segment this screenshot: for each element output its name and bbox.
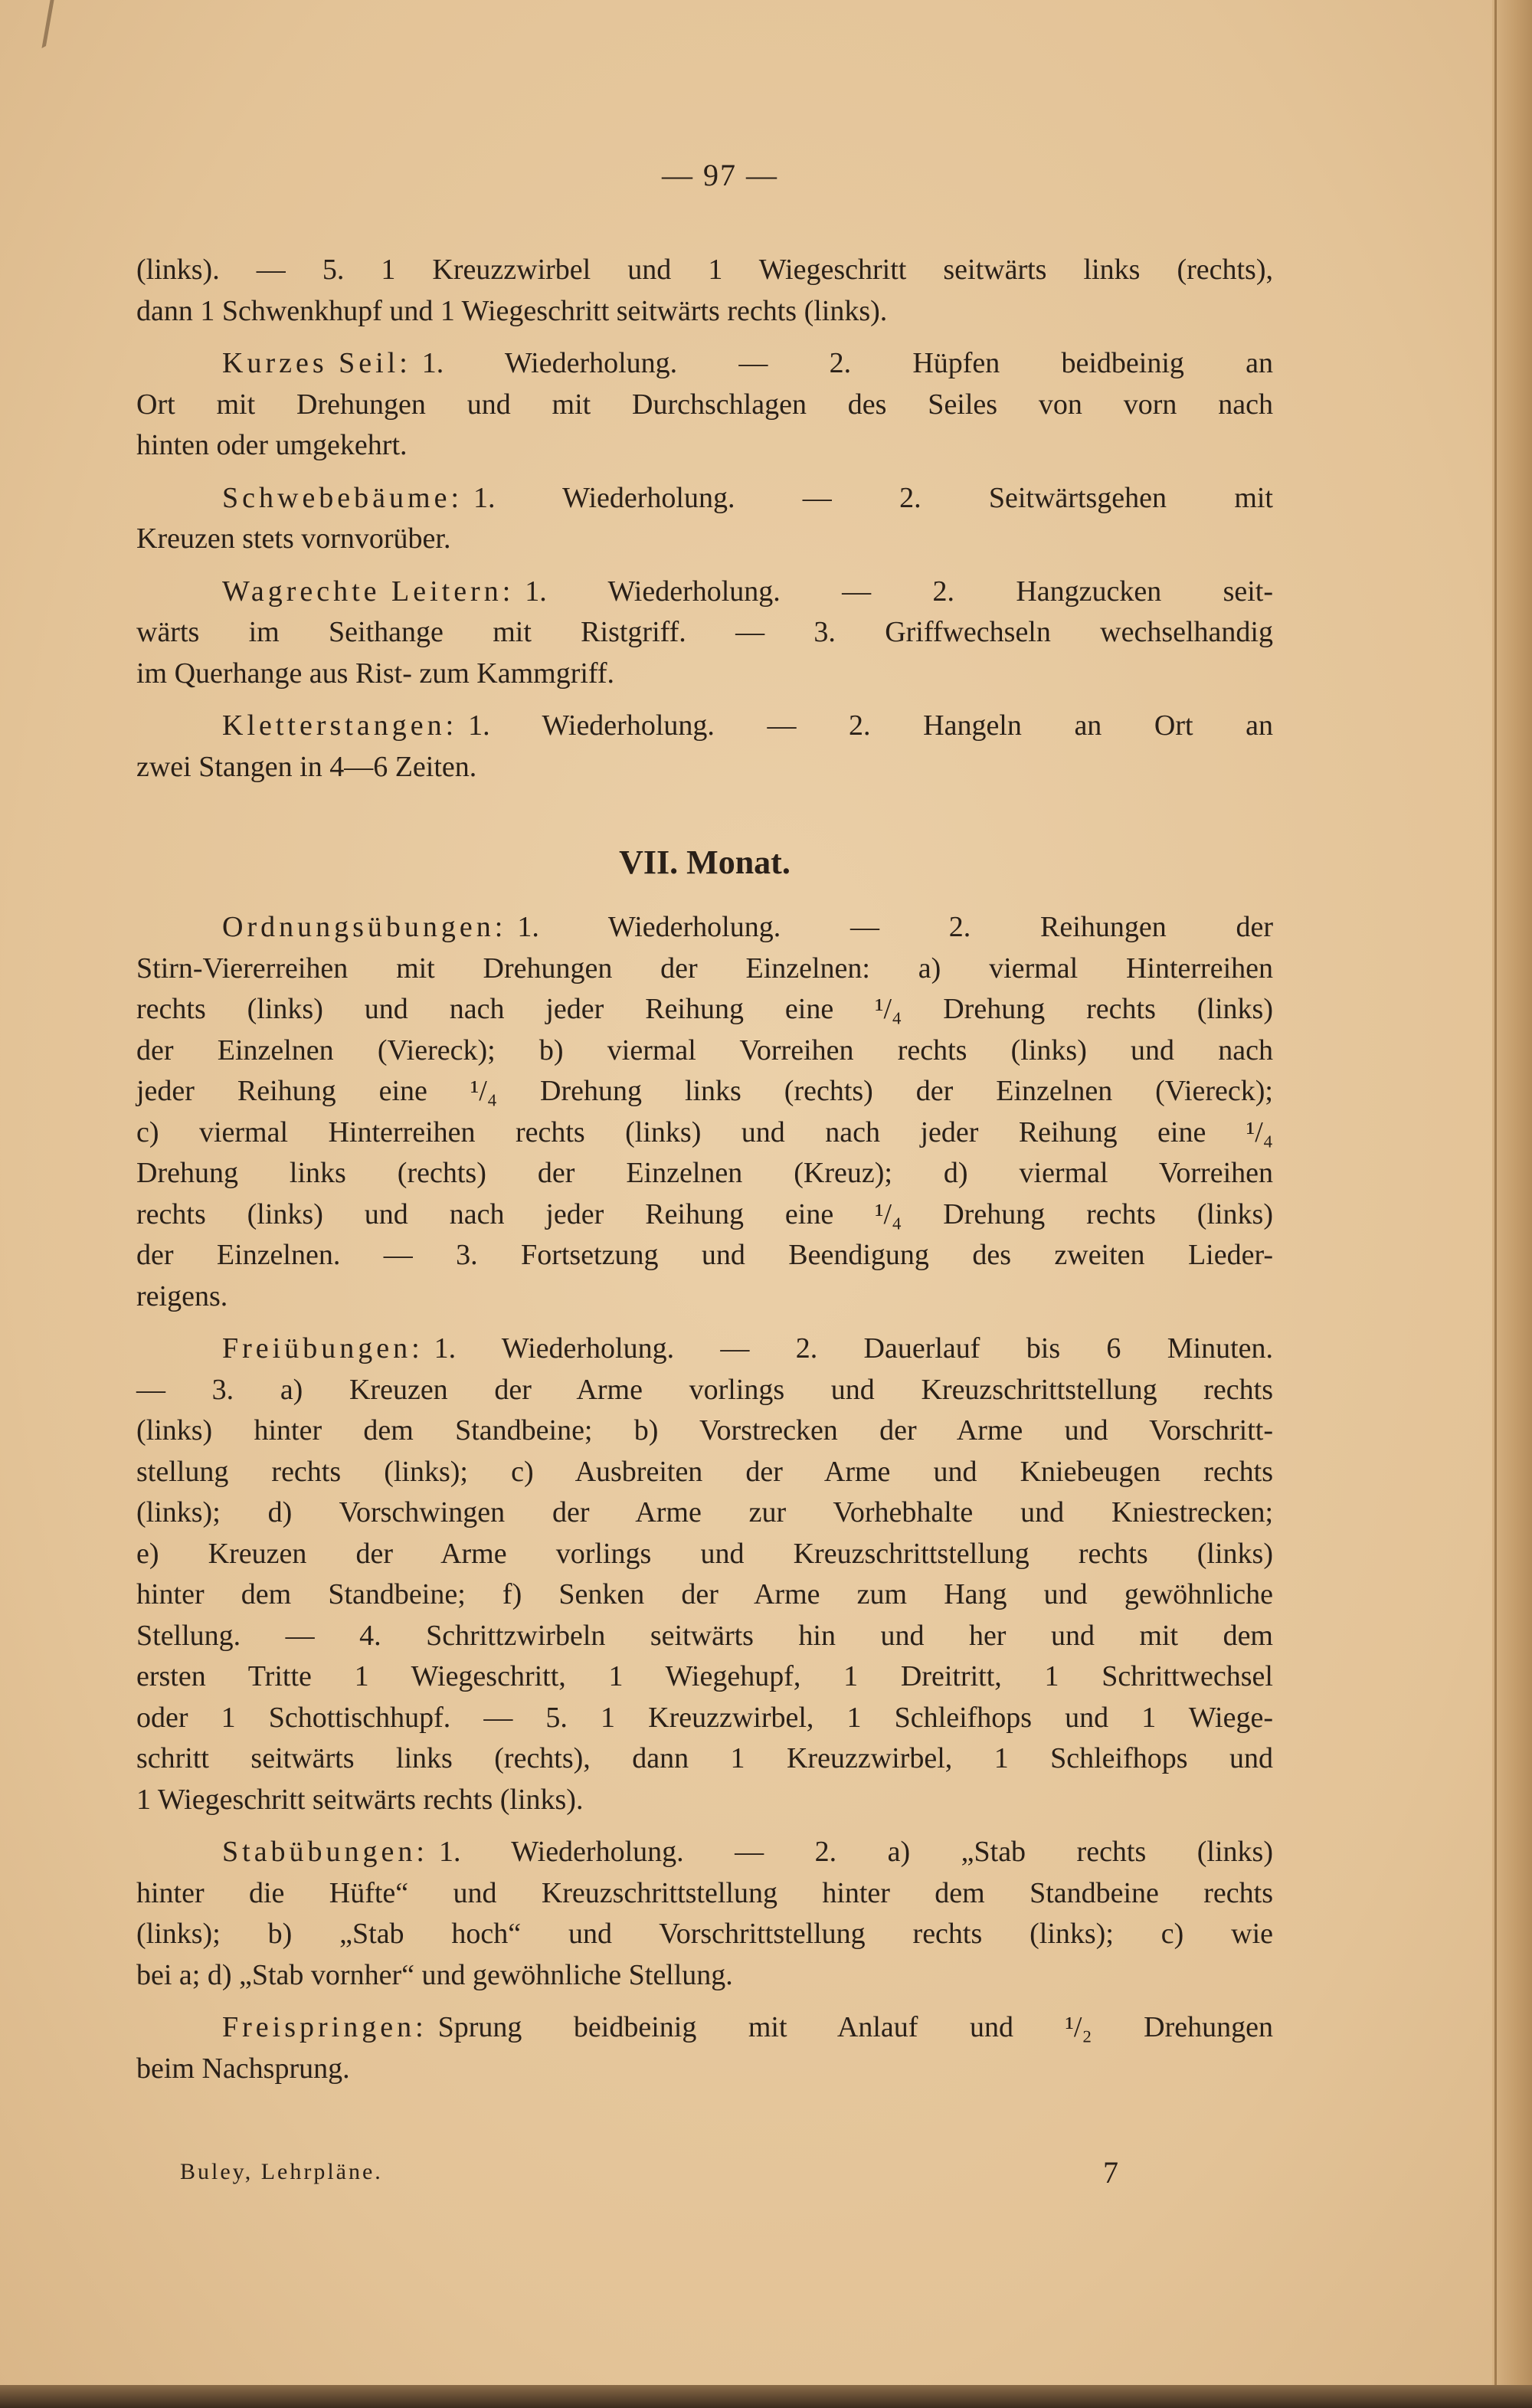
footer-signature: Buley, Lehrpläne. — [180, 2159, 383, 2184]
text-line — [136, 1370, 1273, 1411]
line-text: stellung rechts (links); c) Ausbreiten der Arme und Kniebeugen rechts — [136, 1455, 1273, 1488]
line-text: Drehung links (rechts) der Einzelnen (Kreuz); d) viermal Vorreihen — [136, 1157, 1273, 1189]
paragraph — [136, 2007, 1273, 2089]
section-title: VII. Monat. — [619, 844, 791, 881]
text-line — [136, 1112, 1273, 1154]
text-line — [136, 1328, 1273, 1370]
paragraph-heading: Schwebebäume: — [222, 481, 463, 514]
line-text: rechts (links) und nach jeder Reihung eine ¹/₄ Drehung rechts (links) — [136, 993, 1273, 1025]
text-line — [136, 1616, 1273, 1657]
text-line — [136, 1574, 1273, 1616]
paragraph-heading: Freispringen: — [222, 2011, 427, 2043]
line-text: (links); d) Vorschwingen der Arme zur Vorhebhalte und Kniestrecken; — [136, 1496, 1273, 1528]
paragraph — [136, 572, 1273, 695]
line-text: 1 Wiegeschritt seitwärts rechts (links). — [136, 1783, 584, 1816]
text-line — [136, 385, 1273, 426]
line-text: c) viermal Hinterreihen rechts (links) und nach jeder Reihung eine ¹/₄ — [136, 1116, 1273, 1148]
text-line — [136, 1698, 1273, 1739]
text-line — [136, 1410, 1273, 1452]
line-text: dann 1 Schwenkhupf und 1 Wiegeschritt seitwärts rechts (links). — [136, 294, 888, 327]
text-line — [136, 1071, 1273, 1112]
corner-mark — [41, 0, 107, 48]
text-line — [136, 1832, 1273, 1873]
text-line — [136, 907, 1273, 948]
line-text: im Querhange aus Rist- zum Kammgriff. — [136, 657, 615, 690]
text-line — [136, 1955, 1273, 1997]
sheet-number: 7 — [1103, 2155, 1118, 2190]
line-text: (links). — 5. 1 Kreuzzwirbel und 1 Wiegeschritt seitwärts links (rechts), — [136, 254, 1273, 286]
line-text: 1. Wiederholung. — 2. Hangzucken seit- — [525, 575, 1273, 608]
text-line — [136, 989, 1273, 1030]
line-text: der Einzelnen. — 3. Fortsetzung und Beendigung des zweiten Lieder- — [136, 1239, 1273, 1271]
page-number: — 97 — — [662, 158, 778, 192]
paragraph-heading: Kurzes Seil: — [222, 347, 411, 379]
text-line — [136, 1194, 1273, 1236]
line-text: hinter die Hüfte“ und Kreuzschrittstellung hinter dem Standbeine rechts — [136, 1876, 1273, 1909]
line-text: — 3. a) Kreuzen der Arme vorlings und Kreuzschrittstellung rechts — [136, 1373, 1273, 1406]
line-text: 1. Wiederholung. — 2. Reihungen der — [517, 911, 1273, 943]
paragraph-heading: Kletterstangen: — [222, 709, 458, 742]
line-text: schritt seitwärts links (rechts), dann 1 Kreuzzwirbel, 1 Schleifhops und — [136, 1742, 1273, 1774]
text-line — [136, 291, 1273, 333]
line-text: 1. Wiederholung. — 2. Hüpfen beidbeinig an — [421, 347, 1273, 379]
line-text: Sprung beidbeinig mit Anlauf und ¹/₂ Drehungen — [437, 2011, 1273, 2043]
line-text: 1. Wiederholung. — 2. a) „Stab rechts (links) — [438, 1836, 1273, 1868]
text-line — [136, 478, 1273, 519]
text-line — [136, 1030, 1273, 1072]
line-text: zwei Stangen in 4—6 Zeiten. — [136, 750, 477, 783]
text-line — [136, 1452, 1273, 1493]
text-line — [136, 425, 1273, 467]
binding-line — [1494, 0, 1497, 2408]
line-text: (links); b) „Stab hoch“ und Vorschrittstellung rechts (links); c) wie — [136, 1918, 1273, 1950]
line-text: Ort mit Drehungen und mit Durchschlagen des Seiles von vorn nach — [136, 388, 1273, 421]
line-text: 1. Wiederholung. — 2. Seitwärtsgehen mit — [473, 481, 1273, 514]
text-line — [136, 1738, 1273, 1780]
line-text: oder 1 Schottischhupf. — 5. 1 Kreuzzwirbel, 1 Schleifhops und 1 Wiege- — [136, 1701, 1273, 1734]
line-text: Stirn-Viererreihen mit Drehungen der Einzelnen: a) viermal Hinterreihen — [136, 952, 1273, 984]
line-text: ersten Tritte 1 Wiegeschritt, 1 Wiegehupf, 1 Dreitritt, 1 Schrittwechsel — [136, 1660, 1273, 1692]
line-text: hinter dem Standbeine; f) Senken der Arme zum Hang und gewöhnliche — [136, 1578, 1273, 1610]
text-line — [136, 1276, 1273, 1318]
paragraph-heading: Ordnungsübungen: — [222, 911, 507, 943]
line-text: 1. Wiederholung. — 2. Hangeln an Ort an — [468, 709, 1273, 742]
line-text: Kreuzen stets vornvorüber. — [136, 523, 451, 555]
text-line — [136, 572, 1273, 613]
text-line — [136, 747, 1273, 788]
text-line — [136, 1656, 1273, 1698]
text-line — [136, 1914, 1273, 1955]
line-text: wärts im Seithange mit Ristgriff. — 3. Griffwechseln wechselhandig — [136, 616, 1273, 648]
text-line — [136, 948, 1273, 990]
line-text: e) Kreuzen der Arme vorlings und Kreuzschrittstellung rechts (links) — [136, 1537, 1273, 1570]
text-line — [136, 706, 1273, 747]
text-line — [136, 1235, 1273, 1276]
page-edge-bottom — [0, 2385, 1532, 2408]
text-line — [136, 2049, 1273, 2090]
paragraph — [136, 706, 1273, 788]
text-line — [136, 343, 1273, 385]
text-line — [136, 1492, 1273, 1534]
paragraph — [136, 478, 1273, 560]
line-text: reigens. — [136, 1279, 228, 1312]
line-text: der Einzelnen (Viereck); b) viermal Vorreihen rechts (links) und nach — [136, 1034, 1273, 1066]
paragraph-heading: Wagrechte Leitern: — [222, 575, 515, 608]
page-edge-right — [1492, 0, 1532, 2408]
paragraph — [136, 343, 1273, 467]
paragraph — [136, 250, 1273, 332]
text-line — [136, 1534, 1273, 1575]
line-text: hinten oder umgekehrt. — [136, 429, 408, 461]
line-text: bei a; d) „Stab vornher“ und gewöhnliche Stellung. — [136, 1958, 733, 1991]
text-line — [136, 519, 1273, 560]
text-line — [136, 1873, 1273, 1915]
paragraph — [136, 1328, 1273, 1820]
line-text: jeder Reihung eine ¹/₄ Drehung links (rechts) der Einzelnen (Viereck); — [136, 1075, 1273, 1107]
line-text: Stellung. — 4. Schrittzwirbeln seitwärts hin und her und mit dem — [136, 1619, 1273, 1652]
text-line — [136, 1153, 1273, 1194]
text-line — [136, 1780, 1273, 1821]
line-text: rechts (links) und nach jeder Reihung eine ¹/₄ Drehung rechts (links) — [136, 1197, 1273, 1230]
paragraph-heading: Freiübungen: — [222, 1332, 424, 1365]
text-line — [136, 2007, 1273, 2049]
page-body — [136, 250, 1273, 2101]
text-line — [136, 654, 1273, 695]
line-text: 1. Wiederholung. — 2. Dauerlauf bis 6 Minuten. — [434, 1332, 1273, 1365]
line-text: beim Nachsprung. — [136, 2052, 350, 2085]
paragraph — [136, 1832, 1273, 1996]
line-text: (links) hinter dem Standbeine; b) Vorstrecken der Arme und Vorschritt- — [136, 1414, 1273, 1446]
text-line — [136, 250, 1273, 291]
paragraph — [136, 907, 1273, 1317]
paragraph-heading: Stabübungen: — [222, 1836, 428, 1868]
text-line — [136, 612, 1273, 654]
